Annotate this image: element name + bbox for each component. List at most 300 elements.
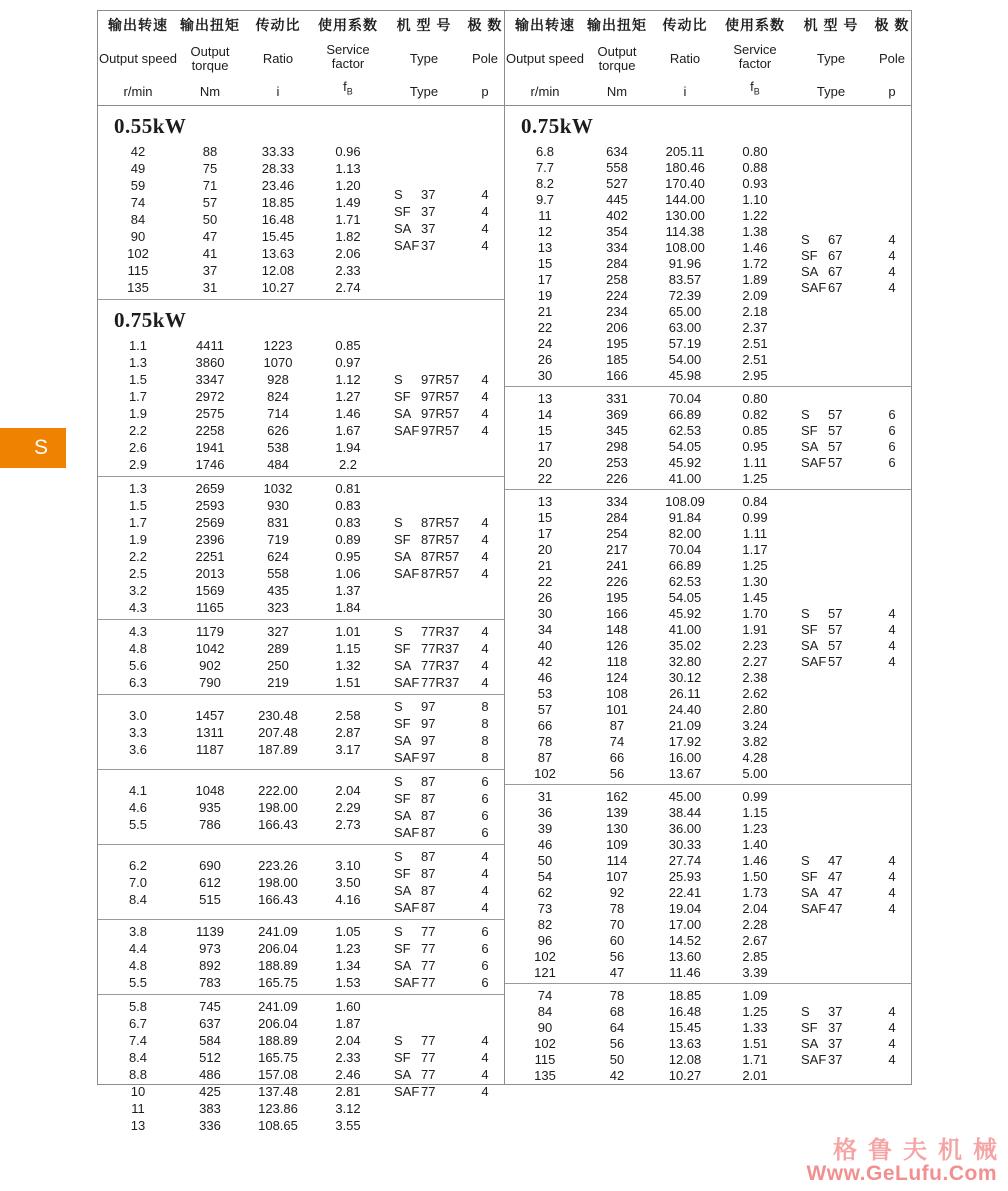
type-row bbox=[382, 1066, 504, 1083]
cell-service-factor: 1.49 bbox=[335, 195, 361, 210]
cell-service-factor: 2.38 bbox=[742, 669, 768, 685]
type-prefix: SAF bbox=[801, 1051, 827, 1067]
type-prefix: SAF bbox=[394, 825, 420, 840]
cell-output-speed: 1.7 bbox=[128, 389, 148, 404]
cell-output-torque: 56 bbox=[609, 948, 625, 964]
cell-ratio: 327 bbox=[267, 624, 289, 639]
header-zh-label: 极 数 bbox=[874, 17, 910, 33]
pole-value: 4 bbox=[888, 884, 896, 900]
type-prefix: S bbox=[801, 852, 810, 868]
watermark bbox=[806, 1136, 1008, 1185]
cell-output-torque: 902 bbox=[199, 658, 221, 673]
spec-block-body bbox=[98, 698, 504, 766]
cell-output-torque: 226 bbox=[606, 573, 628, 589]
header-en-label: Type bbox=[409, 51, 439, 66]
type-label bbox=[789, 280, 873, 295]
cell-output-speed: 46 bbox=[537, 836, 553, 852]
pole-value: 4 bbox=[888, 852, 896, 868]
cell-service-factor: 1.51 bbox=[742, 1035, 768, 1051]
header-col-1 bbox=[585, 11, 649, 106]
spec-block bbox=[98, 769, 504, 844]
cell-output-speed: 62 bbox=[537, 884, 553, 900]
cell-ratio: 38.44 bbox=[668, 804, 702, 820]
header-unit-label: p bbox=[481, 84, 489, 99]
cell-output-speed: 4.8 bbox=[128, 958, 148, 973]
data-rows bbox=[98, 143, 382, 296]
cell-service-factor: 2.85 bbox=[742, 948, 768, 964]
spec-block-body bbox=[505, 493, 911, 781]
cell-service-factor: 1.27 bbox=[335, 389, 361, 404]
table-row bbox=[98, 974, 382, 991]
type-label bbox=[382, 221, 466, 236]
cell-ratio: 91.96 bbox=[668, 255, 702, 271]
type-prefix: SAF bbox=[394, 566, 420, 581]
cell-output-torque: 345 bbox=[606, 422, 628, 438]
cell-ratio: 65.00 bbox=[668, 303, 702, 319]
cell-service-factor: 2.80 bbox=[742, 701, 768, 717]
cell-output-speed: 13 bbox=[537, 493, 553, 509]
table-row bbox=[98, 262, 382, 279]
type-row bbox=[789, 653, 911, 669]
cell-service-factor: 1.23 bbox=[335, 941, 361, 956]
type-label bbox=[382, 825, 466, 840]
header-en-label: Output speed bbox=[505, 51, 585, 66]
cell-service-factor: 2.46 bbox=[335, 1067, 361, 1082]
header-en-label: Type bbox=[816, 51, 846, 66]
type-row bbox=[382, 640, 504, 657]
spec-block bbox=[98, 994, 504, 1137]
type-size: 37 bbox=[421, 186, 436, 202]
cell-output-torque: 3347 bbox=[195, 372, 225, 387]
type-label bbox=[789, 638, 873, 653]
cell-output-speed: 22 bbox=[537, 319, 553, 335]
cell-output-speed: 2.6 bbox=[128, 440, 148, 455]
cell-output-torque: 637 bbox=[199, 1016, 221, 1031]
table-row bbox=[505, 605, 789, 621]
cell-output-torque: 166 bbox=[606, 605, 628, 621]
spec-table-left-half bbox=[98, 11, 504, 1133]
type-label bbox=[382, 204, 466, 219]
cell-ratio: 137.48 bbox=[258, 1084, 298, 1099]
cell-ratio: 223.26 bbox=[258, 857, 298, 873]
type-row bbox=[382, 882, 504, 899]
cell-ratio: 180.46 bbox=[665, 159, 705, 175]
type-row bbox=[789, 231, 911, 247]
table-row bbox=[505, 454, 789, 470]
type-label bbox=[789, 853, 873, 868]
cell-ratio: 54.00 bbox=[668, 351, 702, 367]
type-label bbox=[382, 849, 466, 864]
header-unit-label: r/min bbox=[530, 84, 560, 99]
type-size: 87 bbox=[421, 849, 436, 864]
pole-value: 4 bbox=[481, 186, 489, 202]
cell-output-torque: 298 bbox=[606, 438, 628, 454]
cell-output-speed: 78 bbox=[537, 733, 553, 749]
table-row bbox=[98, 514, 382, 531]
cell-output-speed: 5.6 bbox=[128, 658, 148, 673]
type-list bbox=[789, 231, 911, 295]
pole-value: 4 bbox=[481, 849, 489, 864]
cell-output-speed: 4.3 bbox=[128, 624, 148, 639]
cell-service-factor: 1.94 bbox=[335, 440, 361, 455]
watermark-company-name: 格鲁夫机械 bbox=[833, 1136, 1008, 1164]
cell-output-speed: 3.3 bbox=[128, 724, 148, 740]
cell-service-factor: 1.12 bbox=[335, 372, 361, 387]
type-size: 37 bbox=[421, 237, 436, 253]
table-row bbox=[98, 456, 382, 473]
pole-value: 8 bbox=[481, 750, 489, 765]
header-en-label: Pole bbox=[878, 51, 906, 66]
type-label bbox=[382, 866, 466, 881]
type-label bbox=[382, 187, 466, 202]
cell-service-factor: 2.58 bbox=[335, 707, 361, 723]
type-label bbox=[382, 1084, 466, 1099]
type-size: 37 bbox=[828, 1003, 843, 1019]
cell-output-torque: 101 bbox=[606, 701, 628, 717]
cell-service-factor: 1.05 bbox=[335, 924, 361, 939]
table-row bbox=[98, 1066, 382, 1083]
cell-output-torque: 148 bbox=[606, 621, 628, 637]
cell-ratio: 13.63 bbox=[261, 246, 295, 261]
type-prefix: SA bbox=[394, 658, 412, 673]
pole-value: 6 bbox=[888, 438, 896, 454]
type-row bbox=[382, 1049, 504, 1066]
type-label bbox=[382, 975, 466, 990]
type-prefix: SA bbox=[801, 1035, 819, 1051]
table-row bbox=[505, 351, 789, 367]
cell-output-speed: 11 bbox=[131, 1101, 145, 1116]
cell-output-speed: 1.9 bbox=[128, 406, 148, 421]
type-size: 57 bbox=[828, 637, 843, 653]
cell-service-factor: 1.91 bbox=[742, 621, 768, 637]
type-row bbox=[382, 715, 504, 732]
table-row bbox=[98, 405, 382, 422]
cell-output-torque: 2258 bbox=[195, 423, 225, 438]
header-col-2 bbox=[242, 11, 314, 106]
type-row bbox=[789, 454, 911, 470]
cell-output-speed: 66 bbox=[537, 717, 553, 733]
type-row bbox=[382, 203, 504, 220]
cell-output-torque: 786 bbox=[199, 816, 221, 832]
type-prefix: SF bbox=[801, 621, 818, 637]
type-row bbox=[382, 807, 504, 824]
table-row bbox=[98, 160, 382, 177]
type-label bbox=[789, 901, 873, 916]
cell-ratio: 241.09 bbox=[258, 999, 298, 1014]
header-en-label: Service factor bbox=[733, 41, 777, 71]
cell-output-speed: 74 bbox=[130, 195, 146, 210]
cell-service-factor: 5.00 bbox=[742, 765, 768, 781]
table-row bbox=[98, 657, 382, 674]
cell-output-speed: 9.7 bbox=[535, 191, 555, 207]
cell-output-speed: 90 bbox=[130, 229, 146, 244]
spec-block-body bbox=[98, 773, 504, 841]
cell-output-torque: 383 bbox=[199, 1101, 221, 1116]
header-unit-label: Nm bbox=[606, 84, 628, 99]
type-label bbox=[789, 1052, 873, 1067]
spec-block bbox=[98, 844, 504, 919]
table-row bbox=[505, 701, 789, 717]
type-list bbox=[382, 773, 504, 841]
type-list bbox=[382, 848, 504, 916]
pole-value: 4 bbox=[481, 866, 489, 881]
cell-ratio: 15.45 bbox=[261, 229, 295, 244]
cell-output-torque: 334 bbox=[606, 239, 628, 255]
data-rows bbox=[98, 782, 382, 833]
spec-block-body bbox=[98, 143, 504, 296]
cell-service-factor: 1.11 bbox=[742, 525, 768, 541]
pole-value: 4 bbox=[888, 653, 896, 669]
cell-ratio: 18.85 bbox=[261, 195, 295, 210]
type-prefix: SAF bbox=[801, 279, 827, 295]
cell-ratio: 10.27 bbox=[261, 280, 295, 295]
header-unit-label: $f_B$ bbox=[343, 79, 353, 97]
type-row bbox=[382, 749, 504, 766]
cell-output-torque: 241 bbox=[606, 557, 628, 573]
type-label bbox=[382, 372, 466, 387]
cell-service-factor: 1.72 bbox=[742, 255, 768, 271]
type-size: 47 bbox=[828, 884, 843, 900]
cell-service-factor: 2.04 bbox=[335, 1033, 361, 1048]
type-prefix: SF bbox=[394, 866, 411, 881]
type-size: 37 bbox=[828, 1035, 843, 1051]
cell-ratio: 33.33 bbox=[261, 144, 295, 159]
cell-output-speed: 121 bbox=[534, 964, 556, 980]
cell-output-torque: 109 bbox=[606, 836, 628, 852]
cell-service-factor: 2.51 bbox=[742, 335, 768, 351]
cell-output-torque: 42 bbox=[609, 1067, 625, 1083]
cell-service-factor: 3.10 bbox=[335, 857, 361, 873]
pole-value: 4 bbox=[481, 566, 489, 581]
cell-output-speed: 14 bbox=[537, 406, 553, 422]
cell-output-torque: 745 bbox=[199, 999, 221, 1014]
cell-ratio: 62.53 bbox=[668, 422, 702, 438]
cell-output-torque: 935 bbox=[199, 799, 221, 815]
type-prefix: SAF bbox=[801, 454, 827, 470]
type-row bbox=[382, 531, 504, 548]
table-row bbox=[505, 637, 789, 653]
cell-output-torque: 50 bbox=[202, 212, 218, 227]
type-row bbox=[789, 263, 911, 279]
cell-ratio: 15.45 bbox=[668, 1019, 702, 1035]
header-en-label: Ratio bbox=[262, 51, 294, 66]
pole-value: 6 bbox=[481, 808, 489, 823]
cell-ratio: 157.08 bbox=[258, 1067, 298, 1082]
unit-subscript: B bbox=[346, 87, 353, 97]
type-row bbox=[789, 279, 911, 295]
pole-value: 4 bbox=[481, 675, 489, 690]
cell-service-factor: 1.71 bbox=[335, 212, 361, 227]
cell-output-torque: 2575 bbox=[195, 406, 225, 421]
type-label bbox=[382, 958, 466, 973]
cell-service-factor: 2.01 bbox=[742, 1067, 768, 1083]
header-en-label: Ratio bbox=[669, 51, 701, 66]
cell-output-speed: 74 bbox=[537, 987, 553, 1003]
cell-service-factor: 1.13 bbox=[335, 161, 361, 176]
type-row bbox=[382, 422, 504, 439]
cell-ratio: 10.27 bbox=[668, 1067, 702, 1083]
spec-table-right-half bbox=[504, 11, 911, 1084]
cell-output-torque: 973 bbox=[199, 941, 221, 956]
cell-output-torque: 425 bbox=[199, 1084, 221, 1099]
type-row bbox=[382, 732, 504, 749]
cell-ratio: 23.46 bbox=[261, 178, 295, 193]
cell-ratio: 22.41 bbox=[668, 884, 702, 900]
cell-output-torque: 31 bbox=[202, 280, 218, 295]
type-size: 77 bbox=[421, 1050, 436, 1065]
cell-output-speed: 42 bbox=[537, 653, 553, 669]
type-row bbox=[789, 605, 911, 621]
cell-output-torque: 41 bbox=[202, 246, 218, 261]
cell-service-factor: 1.23 bbox=[742, 820, 768, 836]
type-label bbox=[382, 641, 466, 656]
cell-ratio: 18.85 bbox=[668, 987, 702, 1003]
spec-block bbox=[505, 983, 911, 1086]
cell-service-factor: 1.32 bbox=[335, 658, 361, 673]
table-row bbox=[505, 470, 789, 486]
cell-service-factor: 1.71 bbox=[742, 1051, 768, 1067]
cell-output-torque: 2013 bbox=[195, 566, 225, 581]
cell-output-speed: 1.3 bbox=[128, 481, 148, 496]
table-row bbox=[98, 957, 382, 974]
header-col-0 bbox=[98, 11, 178, 106]
cell-output-torque: 4411 bbox=[196, 338, 224, 353]
type-label bbox=[382, 699, 466, 714]
type-prefix: S bbox=[394, 186, 403, 202]
cell-output-speed: 8.8 bbox=[128, 1067, 148, 1082]
table-row bbox=[98, 923, 382, 940]
type-size: 97 bbox=[421, 699, 436, 714]
cell-service-factor: 2.74 bbox=[335, 280, 361, 295]
table-row bbox=[505, 271, 789, 287]
header-zh-label: 输出扭矩 bbox=[180, 17, 240, 33]
cell-output-torque: 217 bbox=[606, 541, 628, 557]
type-prefix: SF bbox=[394, 716, 411, 731]
cell-output-torque: 68 bbox=[609, 1003, 625, 1019]
spec-block-body bbox=[505, 390, 911, 486]
table-row bbox=[505, 335, 789, 351]
cell-service-factor: 1.06 bbox=[335, 566, 361, 581]
type-label bbox=[382, 941, 466, 956]
type-list bbox=[382, 1032, 504, 1100]
table-row bbox=[505, 422, 789, 438]
cell-output-speed: 30 bbox=[537, 605, 553, 621]
table-row bbox=[505, 287, 789, 303]
type-label bbox=[789, 455, 873, 470]
cell-service-factor: 1.37 bbox=[335, 583, 361, 598]
table-row bbox=[98, 674, 382, 691]
type-row bbox=[382, 371, 504, 388]
data-rows bbox=[505, 987, 789, 1083]
spec-block-body bbox=[505, 788, 911, 980]
type-size: 57 bbox=[828, 454, 843, 470]
table-row bbox=[505, 319, 789, 335]
cell-output-torque: 108 bbox=[606, 685, 628, 701]
table-row bbox=[98, 799, 382, 816]
table-row bbox=[98, 707, 382, 724]
type-row bbox=[382, 237, 504, 254]
table-row bbox=[505, 733, 789, 749]
type-prefix: SA bbox=[394, 220, 412, 236]
cell-output-speed: 53 bbox=[537, 685, 553, 701]
type-size: 57 bbox=[828, 406, 843, 422]
cell-output-torque: 64 bbox=[609, 1019, 625, 1035]
table-row bbox=[505, 303, 789, 319]
type-label bbox=[382, 532, 466, 547]
table-row bbox=[505, 493, 789, 509]
cell-ratio: 1032 bbox=[263, 481, 293, 496]
spec-block bbox=[98, 619, 504, 694]
pole-value: 4 bbox=[481, 1084, 489, 1099]
header-unit-label: $f_B$ bbox=[750, 79, 760, 97]
cell-output-speed: 15 bbox=[537, 422, 553, 438]
type-size: 67 bbox=[828, 263, 843, 279]
type-size: 77R37 bbox=[421, 675, 460, 690]
pole-value: 4 bbox=[888, 231, 896, 247]
table-row bbox=[98, 857, 382, 874]
cell-ratio: 63.00 bbox=[668, 319, 702, 335]
type-row bbox=[789, 1051, 911, 1067]
type-size: 77R37 bbox=[421, 641, 460, 656]
cell-ratio: 206.04 bbox=[258, 1016, 298, 1031]
type-size: 77R37 bbox=[421, 624, 460, 639]
type-row bbox=[789, 621, 911, 637]
pole-value: 8 bbox=[481, 716, 489, 731]
cell-output-torque: 584 bbox=[199, 1033, 221, 1048]
header-zh-label: 输出转速 bbox=[515, 17, 575, 33]
type-label bbox=[382, 883, 466, 898]
table-row bbox=[98, 245, 382, 262]
cell-output-torque: 56 bbox=[609, 1035, 625, 1051]
cell-output-torque: 2251 bbox=[195, 549, 225, 564]
type-prefix: S bbox=[801, 406, 810, 422]
cell-output-torque: 1569 bbox=[195, 583, 225, 598]
cell-output-torque: 78 bbox=[609, 987, 625, 1003]
table-row bbox=[505, 159, 789, 175]
type-size: 57 bbox=[828, 653, 843, 669]
cell-ratio: 538 bbox=[267, 440, 289, 455]
type-size: 97R57 bbox=[421, 406, 460, 421]
type-prefix: S bbox=[801, 605, 810, 621]
table-row bbox=[98, 480, 382, 497]
cell-output-torque: 162 bbox=[606, 788, 628, 804]
type-list bbox=[789, 1003, 911, 1067]
cell-service-factor: 1.01 bbox=[335, 624, 361, 639]
header-en-label: Output speed bbox=[98, 51, 178, 66]
cell-output-speed: 59 bbox=[130, 178, 146, 193]
cell-output-speed: 82 bbox=[537, 916, 553, 932]
type-row bbox=[382, 865, 504, 882]
pole-value: 4 bbox=[888, 621, 896, 637]
cell-output-torque: 126 bbox=[606, 637, 628, 653]
table-row bbox=[505, 367, 789, 383]
table-row bbox=[505, 1067, 789, 1083]
cell-output-torque: 70 bbox=[609, 916, 625, 932]
section-tab-label: S bbox=[33, 436, 48, 459]
cell-output-speed: 102 bbox=[534, 948, 556, 964]
pole-value: 4 bbox=[888, 1019, 896, 1035]
cell-output-speed: 3.2 bbox=[128, 583, 148, 598]
cell-output-torque: 334 bbox=[606, 493, 628, 509]
type-size: 37 bbox=[421, 220, 436, 236]
type-size: 57 bbox=[828, 605, 843, 621]
type-prefix: S bbox=[394, 774, 403, 789]
cell-service-factor: 1.15 bbox=[335, 641, 361, 656]
type-list bbox=[382, 698, 504, 766]
pole-value: 4 bbox=[481, 372, 489, 387]
cell-output-speed: 102 bbox=[534, 1035, 556, 1051]
type-row bbox=[382, 957, 504, 974]
